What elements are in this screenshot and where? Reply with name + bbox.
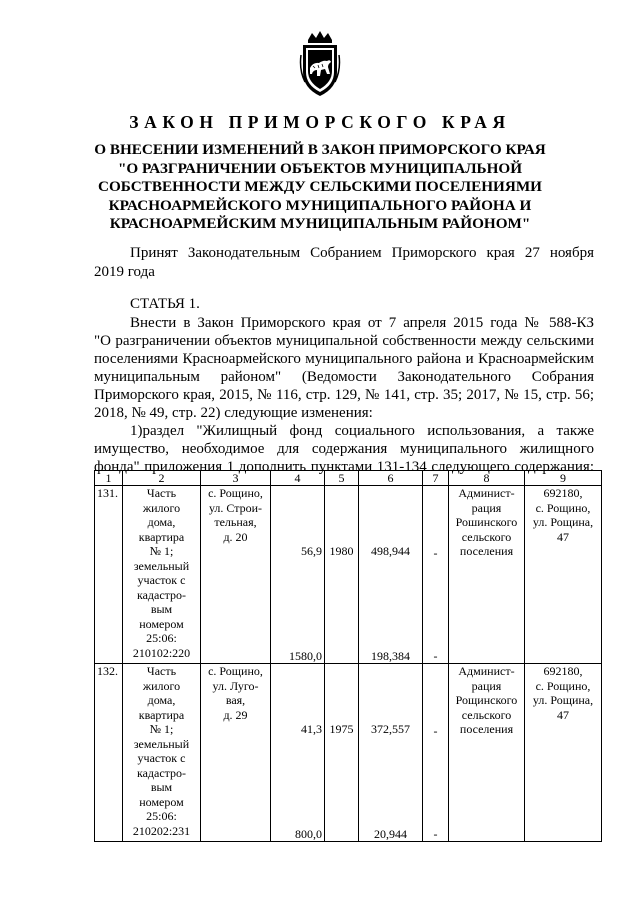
holder-address: 692180, с. Рощино, ул. Рощина, 47	[525, 486, 602, 664]
value-cell	[359, 486, 423, 664]
table-header-row	[95, 471, 602, 486]
body-line: 2018, № 49, стр. 22) следующие изменения:	[94, 405, 373, 421]
table-row	[95, 664, 602, 842]
year-cell	[325, 664, 359, 842]
body-line: муниципальным районом" (Ведомости Законодательного Собрания	[94, 369, 594, 385]
row-number: 131.	[95, 486, 123, 664]
column-header: 9	[525, 471, 602, 486]
land-value: 20,944	[374, 826, 407, 841]
area-cell	[271, 664, 325, 842]
law-title: ЗАКОН ПРИМОРСКОГО КРАЯ	[129, 112, 511, 132]
subtitle-line: КРАСНОАРМЕЙСКИМ МУНИЦИПАЛЬНЫМ РАЙОНОМ"	[109, 215, 531, 232]
body-line: Приморского края, 2015, № 116, стр. 129, № 141, стр. 35; 2017, № 15, стр. 56;	[94, 387, 594, 403]
body-line: имущество, необходимое для содержания муниципального жилищного	[94, 441, 594, 457]
land-area-value: 800,0	[295, 826, 322, 841]
object-name: Часть жилого дома, квартира № 1; земельный участок с кадастро- вым номером 25:06: 210102:220	[123, 486, 201, 664]
year-cell	[325, 486, 359, 664]
subtitle-line: КРАСНОАРМЕЙСКОГО МУНИЦИПАЛЬНОГО РАЙОНА И	[108, 196, 532, 214]
law-subtitle	[60, 141, 580, 234]
value-cell	[359, 664, 423, 842]
body-line: 1)раздел "Жилищный фонд социального использования, а также	[130, 423, 594, 439]
adoption-line: 2019 года	[94, 263, 155, 280]
amendment-table	[94, 470, 602, 842]
year-value: 1980	[329, 544, 354, 558]
object-address: с. Рощино, ул. Луго- вая, д. 29	[201, 664, 271, 842]
body-line: поселениями Красноармейского муниципального района и Красноармейским	[94, 351, 594, 367]
book-value: 498,944	[371, 544, 410, 558]
body-line: фонда" приложения 1 дополнить пунктами 131-134 следующего содержания:	[94, 459, 594, 475]
area-cell	[271, 486, 325, 664]
body-line: "О разграничении объектов муниципальной собственности между сельскими	[94, 333, 594, 349]
land-area-value: 1580,0	[289, 648, 322, 663]
year-value: 1975	[329, 722, 354, 736]
column-header: 1	[95, 471, 123, 486]
adoption-note	[94, 244, 594, 281]
column-header: 4	[271, 471, 325, 486]
column-header: 2	[123, 471, 201, 486]
area-value: 56,9	[301, 544, 322, 558]
primorsky-krai-coat-of-arms-icon	[299, 30, 341, 100]
article-body	[94, 314, 594, 476]
land-value: 198,384	[371, 648, 410, 663]
row-number: 132.	[95, 664, 123, 842]
subtitle-line: СОБСТВЕННОСТИ МЕЖДУ СЕЛЬСКИМИ ПОСЕЛЕНИЯМИ	[98, 178, 542, 195]
column-header: 8	[449, 471, 525, 486]
body-line: Внести в Закон Приморского края от 7 апреля 2015 года № 588-КЗ	[130, 315, 594, 331]
col7-cell: - -	[423, 486, 449, 664]
holder-address: 692180, с. Рощино, ул. Рощина, 47	[525, 664, 602, 842]
col7-cell: - -	[423, 664, 449, 842]
column-header: 7	[423, 471, 449, 486]
holder-name: Админист- рация Рощинского сельского поселения	[449, 664, 525, 842]
object-name: Часть жилого дома, квартира № 1; земельный участок с кадастро- вым номером 25:06: 210202:231	[123, 664, 201, 842]
column-header: 3	[201, 471, 271, 486]
table-row	[95, 486, 602, 664]
holder-name: Админист- рация Рошинского сельского поселения	[449, 486, 525, 664]
subtitle-line: О ВНЕСЕНИИ ИЗМЕНЕНИЙ В ЗАКОН ПРИМОРСКОГО КРАЯ	[94, 141, 546, 158]
article-heading: СТАТЬЯ 1.	[130, 296, 200, 312]
object-address: с. Рощино, ул. Строи- тельная, д. 20	[201, 486, 271, 664]
adoption-line: Принят Законодательным Собранием Приморского края 27 ноября	[130, 245, 594, 261]
book-value: 372,557	[371, 722, 410, 736]
column-header: 6	[359, 471, 423, 486]
column-header: 5	[325, 471, 359, 486]
subtitle-line: "О РАЗГРАНИЧЕНИИ ОБЪЕКТОВ МУНИЦИПАЛЬНОЙ	[117, 159, 523, 177]
area-value: 41,3	[301, 722, 322, 736]
